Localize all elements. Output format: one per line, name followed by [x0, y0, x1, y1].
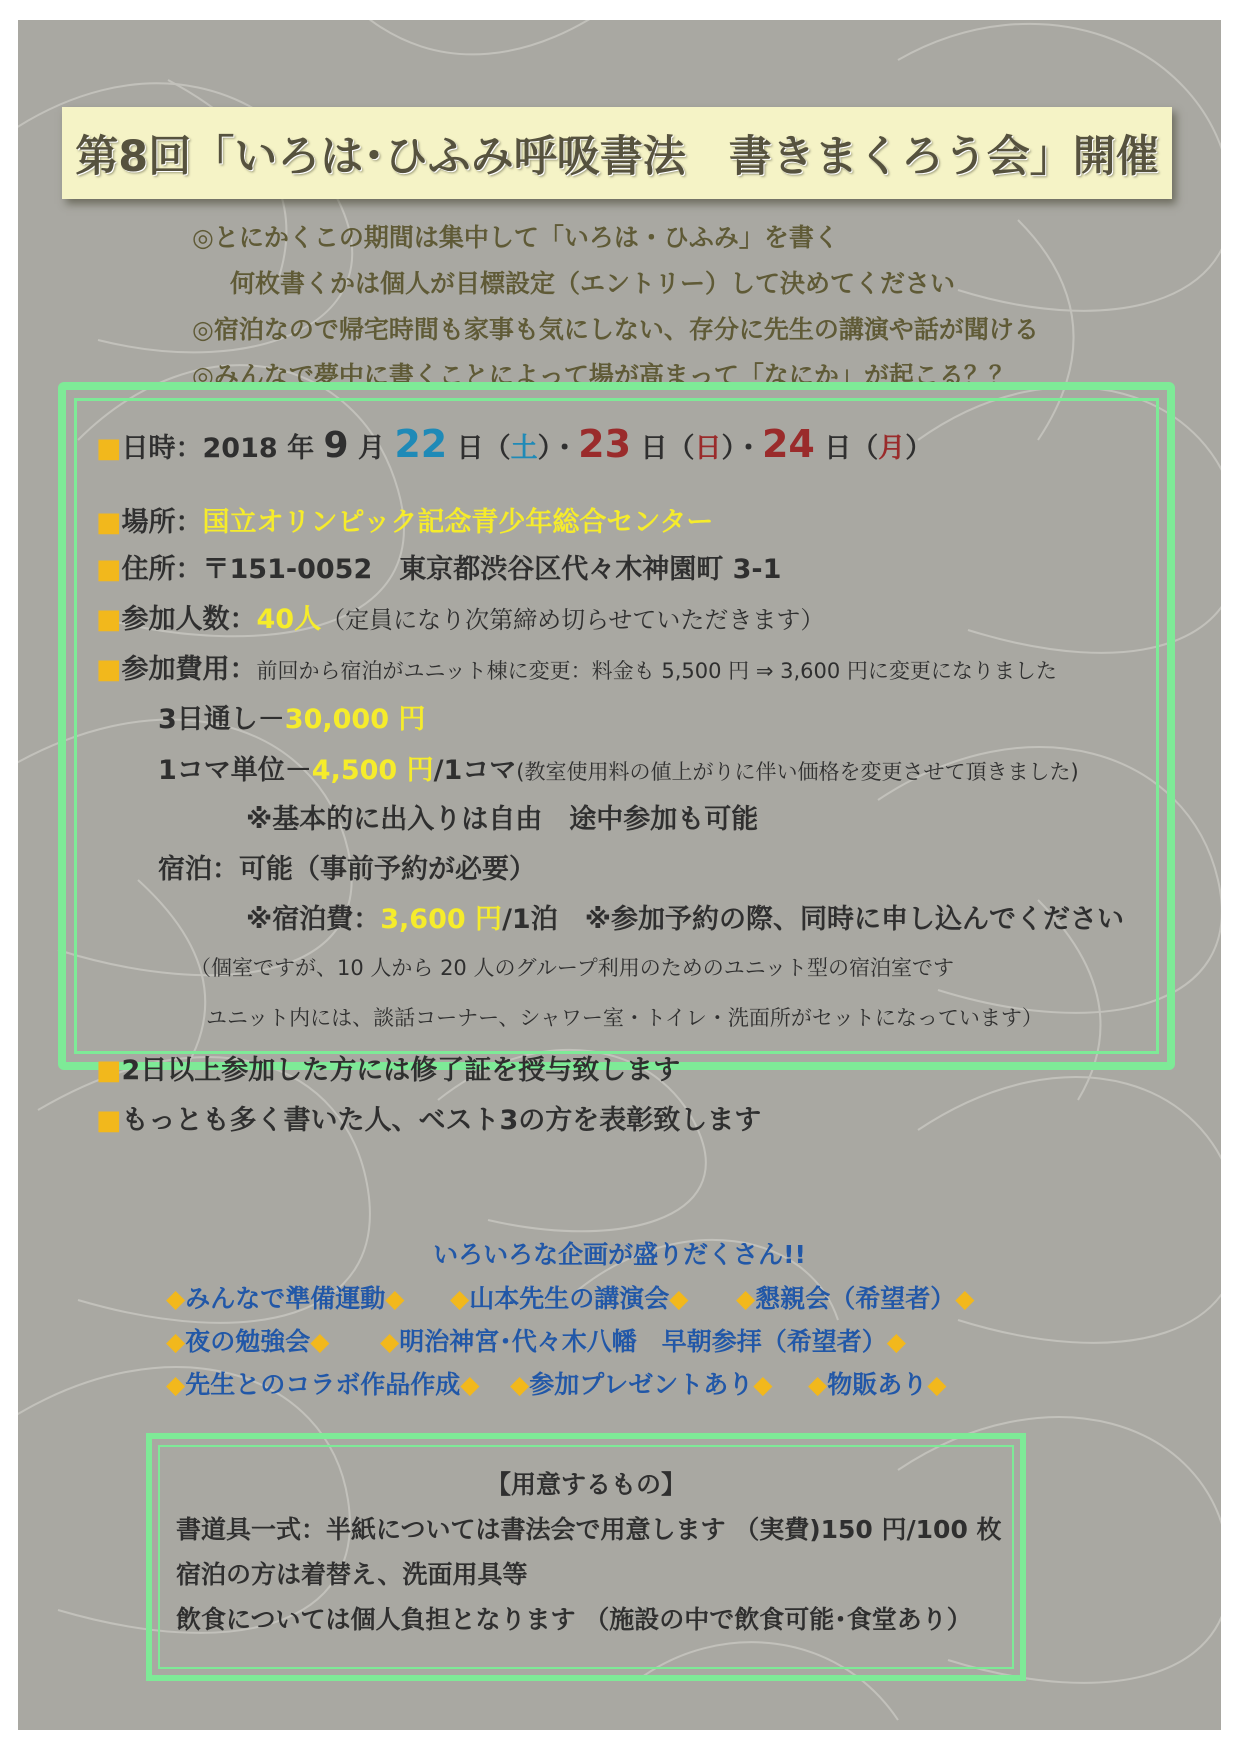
intro-points — [192, 215, 1039, 399]
diamond-icon: ◆ — [753, 1370, 773, 1399]
event-label: 懇親会（希望者） — [755, 1284, 956, 1313]
diamond-icon: ◆ — [460, 1370, 480, 1399]
lodging-row: 宿泊：可能（事前予約が必要） — [158, 854, 536, 885]
event-item — [736, 1279, 974, 1315]
diamond-icon: ◆ — [886, 1327, 906, 1356]
intro-line: ◎みんなで夢中に書くことによって場が高まって「なにか」が起こる？？ — [192, 361, 1014, 390]
date-month-unit: 月 — [357, 433, 385, 464]
prep-line: 書道具一式：半紙については書法会で用意します （実費)150 円/100 枚 — [176, 1515, 1002, 1544]
diamond-icon: ◆ — [808, 1370, 828, 1399]
date-day-24: 24 — [761, 422, 815, 466]
capacity-note: （定員になり次第締め切らせていただきます） — [321, 606, 825, 634]
lodging-desc: ユニット内には、談話コーナー、シャワー室・トイレ・洗面所がセットになっています） — [206, 1006, 1043, 1030]
bullet-square-icon: ■ — [96, 1055, 122, 1086]
date-close: ） — [905, 433, 933, 464]
fee-three-day-label: 3日通し－ — [158, 704, 285, 735]
fee-label: 参加費用： — [121, 654, 257, 685]
fee-three-day-value: 30,000 円 — [284, 704, 426, 735]
bullet-square-icon: ■ — [96, 433, 122, 464]
venue-row — [96, 500, 713, 539]
award-text: もっとも多く書いた人、ベスト3の方を表彰致します — [121, 1105, 762, 1136]
event-item — [380, 1322, 906, 1358]
date-day-suffix: 日（ — [824, 433, 879, 464]
free-note: ※基本的に出入りは自由 途中参加も可能 — [246, 804, 759, 835]
address-value: 〒151-0052 東京都渋谷区代々木神園町 3-1 — [202, 554, 782, 585]
lodging-cost-row — [246, 897, 1124, 936]
lodging-desc: （個室ですが、10 人から 20 人のグループ利用のためのユニット型の宿泊室です — [190, 956, 954, 980]
bullet-square-icon: ■ — [96, 654, 122, 685]
diamond-icon: ◆ — [736, 1284, 756, 1313]
date-day-suffix: 日（ — [640, 433, 695, 464]
date-sep: ）・ — [721, 433, 762, 464]
diamond-icon: ◆ — [669, 1284, 689, 1313]
event-label: 参加プレゼントあり — [529, 1370, 754, 1399]
certificate-row — [96, 1048, 680, 1087]
date-month: 9 — [323, 425, 349, 466]
certificate-text: 2日以上参加した方には修了証を授与致します — [121, 1055, 681, 1086]
diamond-icon: ◆ — [510, 1370, 530, 1399]
capacity-row — [96, 597, 824, 636]
diamond-icon: ◆ — [450, 1284, 470, 1313]
date-dow-mon: 月 — [878, 433, 906, 464]
event-label: 先生とのコラボ作品作成 — [185, 1370, 461, 1399]
diamond-icon: ◆ — [166, 1370, 186, 1399]
fee-unit-row — [158, 748, 1079, 787]
diamond-icon: ◆ — [385, 1284, 405, 1313]
fee-note: 前回から宿泊がユニット棟に変更：料金も 5,500 円 ⇒ 3,600 円に変更になりました — [256, 659, 1057, 683]
award-row — [96, 1098, 761, 1137]
venue-value: 国立オリンピック記念青少年総合センター — [202, 507, 714, 538]
fee-unit-value: 4,500 円 — [311, 755, 434, 786]
event-label: 物販あり — [827, 1370, 928, 1399]
fee-unit-note: (教室使用料の値上がりに伴い価格を変更させて頂きました) — [516, 760, 1079, 784]
date-day-22: 22 — [394, 422, 448, 466]
date-year: 2018 — [202, 433, 278, 464]
fee-unit-label: 1コマ単位－ — [158, 755, 312, 786]
event-item — [510, 1365, 772, 1401]
fee-unit-suffix: /1コマ — [433, 755, 517, 786]
event-label: みんなで準備運動 — [185, 1284, 386, 1313]
intro-line: 何枚書くかは個人が目標設定（エントリー）して決めてください — [230, 269, 956, 298]
diamond-icon: ◆ — [310, 1327, 330, 1356]
prep-line: 飲食については個人負担となります （施設の中で飲食可能･食堂あり） — [176, 1605, 972, 1634]
capacity-label: 参加人数： — [121, 604, 257, 635]
bullet-square-icon: ■ — [96, 604, 122, 635]
diamond-icon: ◆ — [927, 1370, 947, 1399]
event-item — [166, 1322, 329, 1358]
fee-row — [96, 647, 1057, 686]
prep-heading: 【用意するもの】 — [485, 1470, 686, 1499]
bullet-square-icon: ■ — [96, 507, 122, 538]
diamond-icon: ◆ — [166, 1284, 186, 1313]
date-dow-sun: 日 — [694, 433, 722, 464]
date-dow-sat: 土 — [510, 433, 538, 464]
lodging-cost-label: ※宿泊費： — [246, 904, 381, 935]
diamond-icon: ◆ — [955, 1284, 975, 1313]
flyer-sheet — [18, 20, 1221, 1730]
address-row — [96, 547, 781, 586]
events-heading: いろいろな企画が盛りだくさん!! — [433, 1240, 806, 1269]
address-label: 住所： — [121, 554, 203, 585]
date-day-suffix: 日（ — [456, 433, 511, 464]
event-item — [808, 1365, 946, 1401]
event-item — [166, 1279, 404, 1315]
capacity-value: 40人 — [256, 604, 322, 635]
date-sep: ）・ — [537, 433, 579, 464]
diamond-icon: ◆ — [380, 1327, 400, 1356]
bullet-square-icon: ■ — [96, 554, 122, 585]
date-year-unit: 年 — [287, 433, 315, 464]
date-label: 日時： — [121, 433, 203, 464]
event-label: 明治神宮･代々木八幡 早朝参拝（希望者） — [399, 1327, 887, 1356]
intro-line: ◎とにかくこの期間は集中して「いろは・ひふみ」を書く — [192, 223, 839, 252]
lodging-cost-value: 3,600 円 — [380, 904, 503, 935]
event-label: 山本先生の講演会 — [469, 1284, 670, 1313]
bullet-square-icon: ■ — [96, 1105, 122, 1136]
venue-label: 場所： — [121, 507, 203, 538]
event-item — [450, 1279, 688, 1315]
event-title: 第8回「いろは･ひふみ呼吸書法 書きまくろう会」開催 — [62, 107, 1172, 199]
event-item — [166, 1365, 479, 1401]
event-label: 夜の勉強会 — [185, 1327, 311, 1356]
fee-three-day-row — [158, 697, 425, 736]
diamond-icon: ◆ — [166, 1327, 186, 1356]
date-day-23: 23 — [578, 422, 632, 466]
intro-line: ◎宿泊なので帰宅時間も家事も気にしない、存分に先生の講演や話が聞ける — [192, 315, 1039, 344]
lodging-cost-suffix: /1泊 ※参加予約の際、同時に申し込んでください — [502, 904, 1124, 935]
prep-line: 宿泊の方は着替え、洗面用具等 — [176, 1560, 528, 1589]
date-row — [96, 422, 932, 466]
